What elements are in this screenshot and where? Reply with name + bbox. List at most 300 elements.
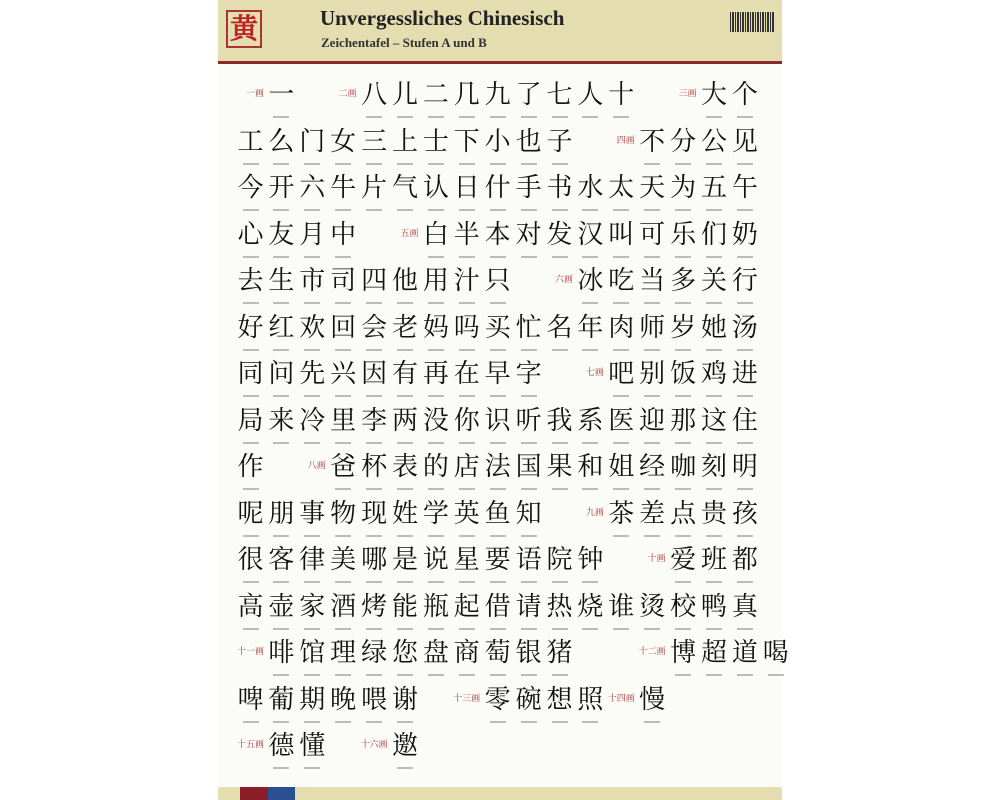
hanzi-character: 再 — [422, 359, 449, 389]
hanzi-character: 吧 — [608, 359, 635, 389]
character-cell — [235, 173, 266, 217]
hanzi-character: 借 — [484, 591, 511, 622]
pinyin-line — [428, 209, 444, 211]
hanzi-character: 有 — [391, 359, 418, 389]
pinyin-line — [428, 674, 444, 676]
hanzi-character: 经 — [639, 452, 666, 482]
hanzi-character: 回 — [330, 312, 357, 343]
character-cell — [420, 359, 451, 403]
hanzi-character: 买 — [484, 312, 511, 343]
hanzi-character: 乐 — [670, 219, 697, 250]
pinyin-line — [644, 209, 660, 211]
hanzi-character: 慢 — [639, 684, 666, 715]
character-cell — [420, 80, 451, 124]
footer-bar — [218, 787, 782, 800]
character-cell — [699, 266, 730, 310]
hanzi-character: 姐 — [608, 452, 635, 482]
character-cell — [699, 220, 730, 264]
hanzi-character: 小 — [484, 126, 511, 157]
pinyin-line — [304, 581, 320, 583]
pinyin-line — [737, 256, 753, 258]
character-cell — [266, 685, 297, 729]
pinyin-line — [490, 256, 506, 258]
pinyin-line — [273, 581, 289, 583]
pinyin-line — [737, 674, 753, 676]
header — [218, 0, 782, 64]
hanzi-character: 现 — [361, 498, 388, 529]
character-cell — [390, 499, 421, 543]
pinyin-line — [521, 674, 537, 676]
character-cell — [390, 685, 421, 729]
pinyin-line — [490, 581, 506, 583]
character-cell — [482, 173, 513, 217]
pinyin-line — [675, 163, 691, 165]
hanzi-character: 我 — [546, 405, 573, 436]
hanzi-character: 今 — [237, 173, 264, 203]
character-cell — [729, 359, 760, 403]
pinyin-line — [304, 767, 320, 769]
character-cell — [513, 545, 544, 589]
character-cell — [451, 313, 482, 357]
hanzi-character: 作 — [237, 452, 264, 482]
pinyin-line — [366, 209, 382, 211]
stroke-count-marker — [575, 359, 606, 403]
character-cell — [235, 499, 266, 543]
pinyin-line — [582, 581, 598, 583]
character-cell — [297, 638, 328, 682]
character-cell — [606, 406, 637, 450]
pinyin-line — [304, 163, 320, 165]
pinyin-line — [706, 535, 722, 537]
character-cell — [297, 592, 328, 636]
hanzi-character: 字 — [515, 359, 542, 389]
pinyin-line — [366, 628, 382, 630]
hanzi-character: 你 — [453, 405, 480, 436]
character-cell — [575, 685, 606, 729]
hanzi-character: 牛 — [330, 173, 357, 203]
pinyin-line — [521, 581, 537, 583]
character-cell — [637, 220, 668, 264]
hanzi-character: 说 — [422, 545, 449, 575]
pinyin-line — [397, 349, 413, 351]
character-cell — [699, 359, 730, 403]
pinyin-line — [459, 302, 475, 304]
character-cell — [729, 173, 760, 217]
character-cell — [266, 313, 297, 357]
character-cell — [266, 266, 297, 310]
pinyin-line — [273, 628, 289, 630]
stroke-count-marker — [668, 80, 699, 124]
pinyin-line — [273, 395, 289, 397]
stroke-count-label: 二画 — [338, 89, 357, 99]
hanzi-character: 多 — [670, 266, 697, 296]
hanzi-character: 咖 — [670, 452, 697, 482]
hanzi-character: 馆 — [299, 638, 326, 668]
hanzi-character: 心 — [237, 219, 264, 250]
pinyin-line — [304, 209, 320, 211]
pinyin-line — [706, 256, 722, 258]
character-cell — [266, 638, 297, 682]
hanzi-character: 上 — [391, 126, 418, 157]
pinyin-line — [675, 442, 691, 444]
hanzi-character: 中 — [330, 219, 357, 250]
character-cell — [235, 452, 266, 496]
hanzi-character: 班 — [700, 545, 727, 575]
character-cell — [544, 127, 575, 171]
pinyin-line — [335, 628, 351, 630]
character-cell — [359, 80, 390, 124]
pinyin-line — [273, 163, 289, 165]
character-cell — [606, 359, 637, 403]
character-cell — [575, 220, 606, 264]
pinyin-line — [366, 163, 382, 165]
character-cell — [637, 127, 668, 171]
hanzi-character: 只 — [484, 266, 511, 296]
stroke-count-marker — [637, 638, 668, 682]
hanzi-character: 果 — [546, 452, 573, 482]
character-cell — [544, 545, 575, 589]
hanzi-character: 迎 — [639, 405, 666, 436]
hanzi-character: 女 — [330, 126, 357, 157]
pinyin-line — [521, 349, 537, 351]
hanzi-character: 零 — [484, 684, 511, 715]
pinyin-line — [613, 628, 629, 630]
pinyin-line — [644, 163, 660, 165]
hanzi-character: 早 — [484, 359, 511, 389]
hanzi-character: 鱼 — [484, 498, 511, 529]
pinyin-line — [613, 116, 629, 118]
character-cell — [359, 313, 390, 357]
hanzi-character: 对 — [515, 219, 542, 250]
hanzi-character: 高 — [237, 591, 264, 622]
character-cell — [482, 80, 513, 124]
character-cell — [668, 638, 699, 682]
character-cell — [297, 127, 328, 171]
pinyin-line — [613, 256, 629, 258]
character-cell — [513, 685, 544, 729]
hanzi-character: 物 — [330, 498, 357, 529]
pinyin-line — [706, 628, 722, 630]
pinyin-line — [428, 488, 444, 490]
pinyin-line — [582, 488, 598, 490]
hanzi-character: 啡 — [268, 638, 295, 668]
pinyin-line — [428, 256, 444, 258]
hanzi-character: 水 — [577, 173, 604, 203]
hanzi-character: 要 — [484, 545, 511, 575]
pinyin-line — [521, 163, 537, 165]
pinyin-line — [644, 628, 660, 630]
hanzi-character: 明 — [731, 452, 758, 482]
pinyin-line — [737, 628, 753, 630]
character-cell — [668, 452, 699, 496]
character-cell — [328, 406, 359, 450]
character-cell — [420, 406, 451, 450]
pinyin-line — [304, 395, 320, 397]
hanzi-character: 校 — [670, 591, 697, 622]
hanzi-character: 谢 — [391, 684, 418, 715]
pinyin-line — [706, 674, 722, 676]
pinyin-line — [366, 442, 382, 444]
hanzi-character: 鸡 — [700, 359, 727, 389]
hanzi-character: 欢 — [299, 312, 326, 343]
character-cell — [390, 313, 421, 357]
pinyin-line — [304, 302, 320, 304]
hanzi-character: 都 — [731, 545, 758, 575]
character-cell — [729, 127, 760, 171]
stroke-count-label: 六画 — [554, 275, 573, 285]
pinyin-line — [706, 349, 722, 351]
character-cell — [544, 592, 575, 636]
character-cell — [729, 638, 760, 682]
hanzi-character: 吃 — [608, 266, 635, 296]
hanzi-character: 师 — [639, 312, 666, 343]
hanzi-character: 一 — [268, 80, 295, 110]
pinyin-line — [366, 349, 382, 351]
pinyin-line — [675, 302, 691, 304]
character-cell — [359, 406, 390, 450]
pinyin-line — [737, 535, 753, 537]
pinyin-line — [582, 256, 598, 258]
hanzi-character: 李 — [361, 405, 388, 436]
character-cell — [729, 452, 760, 496]
character-cell — [606, 266, 637, 310]
hanzi-character: 用 — [422, 266, 449, 296]
pinyin-line — [366, 116, 382, 118]
pinyin-line — [613, 349, 629, 351]
pinyin-line — [582, 349, 598, 351]
pinyin-line — [428, 116, 444, 118]
character-cell — [420, 173, 451, 217]
hanzi-character: 盘 — [422, 638, 449, 668]
hanzi-character: 两 — [391, 405, 418, 436]
pinyin-line — [490, 116, 506, 118]
pinyin-line — [335, 302, 351, 304]
character-cell — [699, 313, 730, 357]
pinyin-line — [243, 442, 259, 444]
hanzi-character: 贵 — [700, 498, 727, 529]
hanzi-character: 门 — [299, 126, 326, 157]
hanzi-character: 识 — [484, 405, 511, 436]
character-cell — [575, 313, 606, 357]
pinyin-line — [304, 674, 320, 676]
character-cell — [482, 220, 513, 264]
hanzi-character: 公 — [700, 126, 727, 157]
pinyin-line — [459, 116, 475, 118]
character-cell — [359, 173, 390, 217]
character-cell — [266, 406, 297, 450]
hanzi-character: 叫 — [608, 219, 635, 250]
pinyin-line — [552, 721, 568, 723]
stroke-count-label: 四画 — [616, 135, 635, 146]
character-cell — [235, 685, 266, 729]
stroke-count-marker — [544, 266, 575, 310]
pinyin-line — [243, 349, 259, 351]
character-cell — [668, 313, 699, 357]
stroke-count-label: 十画 — [647, 554, 666, 564]
stroke-count-marker — [297, 452, 328, 496]
character-cell — [235, 313, 266, 357]
hanzi-character: 道 — [731, 638, 758, 668]
character-cell — [266, 592, 297, 636]
hanzi-character: 博 — [670, 638, 697, 668]
hanzi-character: 了 — [515, 80, 542, 110]
character-cell — [328, 220, 359, 264]
pinyin-line — [366, 535, 382, 537]
hanzi-character: 人 — [577, 80, 604, 110]
character-cell — [575, 266, 606, 310]
character-cell — [297, 499, 328, 543]
character-cell — [544, 638, 575, 682]
character-cell — [729, 499, 760, 543]
pinyin-line — [273, 442, 289, 444]
character-cell — [513, 173, 544, 217]
hanzi-character: 年 — [577, 312, 604, 343]
hanzi-character: 三 — [361, 126, 388, 157]
pinyin-line — [428, 302, 444, 304]
character-cell — [637, 359, 668, 403]
pinyin-line — [273, 767, 289, 769]
stroke-count-marker — [390, 220, 421, 264]
character-cell — [420, 452, 451, 496]
pinyin-line — [490, 395, 506, 397]
pinyin-line — [675, 535, 691, 537]
stroke-count-label: 七画 — [585, 368, 604, 378]
hanzi-character: 别 — [639, 359, 666, 389]
hanzi-character: 冰 — [577, 266, 604, 296]
pinyin-line — [490, 209, 506, 211]
character-cell — [637, 499, 668, 543]
hanzi-character: 里 — [330, 405, 357, 436]
pinyin-line — [304, 628, 320, 630]
hanzi-character: 那 — [670, 405, 697, 436]
character-cell — [699, 592, 730, 636]
character-cell — [513, 406, 544, 450]
hanzi-character: 他 — [391, 266, 418, 296]
character-cell — [359, 499, 390, 543]
hanzi-character: 分 — [670, 126, 697, 157]
pinyin-line — [397, 674, 413, 676]
hanzi-character: 不 — [639, 126, 666, 157]
pinyin-line — [675, 628, 691, 630]
pinyin-line — [273, 256, 289, 258]
hanzi-character: 在 — [453, 359, 480, 389]
pinyin-line — [490, 674, 506, 676]
character-cell — [359, 452, 390, 496]
pinyin-line — [397, 721, 413, 723]
pinyin-line — [644, 721, 660, 723]
character-cell — [235, 592, 266, 636]
character-cell — [729, 406, 760, 450]
character-cell — [513, 127, 544, 171]
hanzi-character: 七 — [546, 80, 573, 110]
hanzi-character: 日 — [453, 173, 480, 203]
pinyin-line — [428, 535, 444, 537]
hanzi-character: 碗 — [515, 684, 542, 715]
character-cell — [482, 592, 513, 636]
character-cell — [544, 220, 575, 264]
pinyin-line — [582, 442, 598, 444]
hanzi-character: 国 — [515, 452, 542, 482]
hanzi-character: 来 — [268, 405, 295, 436]
pinyin-line — [273, 535, 289, 537]
hanzi-character: 法 — [484, 452, 511, 482]
hanzi-character: 儿 — [391, 80, 418, 110]
stroke-count-label: 八画 — [307, 461, 326, 471]
pinyin-line — [243, 302, 259, 304]
hanzi-character: 钟 — [577, 545, 604, 575]
pinyin-line — [552, 628, 568, 630]
character-cell — [699, 545, 730, 589]
pinyin-line — [273, 302, 289, 304]
pinyin-line — [243, 256, 259, 258]
hanzi-character: 名 — [546, 312, 573, 343]
character-cell — [575, 545, 606, 589]
pinyin-line — [459, 209, 475, 211]
footer-logo-blue — [268, 787, 295, 800]
hanzi-character: 关 — [700, 266, 727, 296]
pinyin-line — [335, 581, 351, 583]
hanzi-character: 书 — [546, 173, 573, 203]
hanzi-character: 岁 — [670, 312, 697, 343]
stroke-count-label: 九画 — [585, 507, 604, 518]
hanzi-character: 什 — [484, 173, 511, 203]
hanzi-character: 银 — [515, 638, 542, 668]
hanzi-character: 可 — [639, 219, 666, 250]
pinyin-line — [552, 581, 568, 583]
hanzi-character: 先 — [299, 359, 326, 389]
poster — [218, 0, 789, 800]
character-cell — [513, 499, 544, 543]
hanzi-character: 啤 — [237, 684, 264, 715]
character-cell — [235, 406, 266, 450]
hanzi-character: 热 — [546, 591, 573, 622]
pinyin-line — [459, 349, 475, 351]
character-cell — [482, 266, 513, 310]
hanzi-character: 个 — [731, 80, 758, 110]
stroke-count-marker — [235, 731, 266, 775]
hanzi-character: 晚 — [330, 684, 357, 715]
pinyin-line — [706, 209, 722, 211]
hanzi-character: 理 — [330, 638, 357, 668]
hanzi-character: 妈 — [422, 312, 449, 343]
hanzi-character: 呢 — [237, 498, 264, 529]
hanzi-character: 见 — [731, 126, 758, 157]
stroke-count-label: 十二画 — [638, 647, 666, 657]
pinyin-line — [428, 442, 444, 444]
character-cell — [328, 452, 359, 496]
pinyin-line — [459, 628, 475, 630]
character-cell — [235, 220, 266, 264]
character-cell — [328, 499, 359, 543]
character-cell — [760, 638, 791, 682]
logo-seal: 黄 — [226, 10, 262, 48]
pinyin-line — [706, 488, 722, 490]
pinyin-line — [304, 535, 320, 537]
pinyin-line — [397, 581, 413, 583]
stroke-count-marker — [359, 731, 390, 775]
pinyin-line — [459, 488, 475, 490]
hanzi-character: 红 — [268, 312, 295, 343]
pinyin-line — [490, 442, 506, 444]
character-cell — [328, 266, 359, 310]
character-cell — [668, 359, 699, 403]
character-cell — [482, 313, 513, 357]
character-cell — [390, 80, 421, 124]
pinyin-line — [521, 442, 537, 444]
hanzi-character: 邀 — [391, 731, 418, 761]
character-cell — [513, 638, 544, 682]
hanzi-character: 鸭 — [700, 591, 727, 622]
